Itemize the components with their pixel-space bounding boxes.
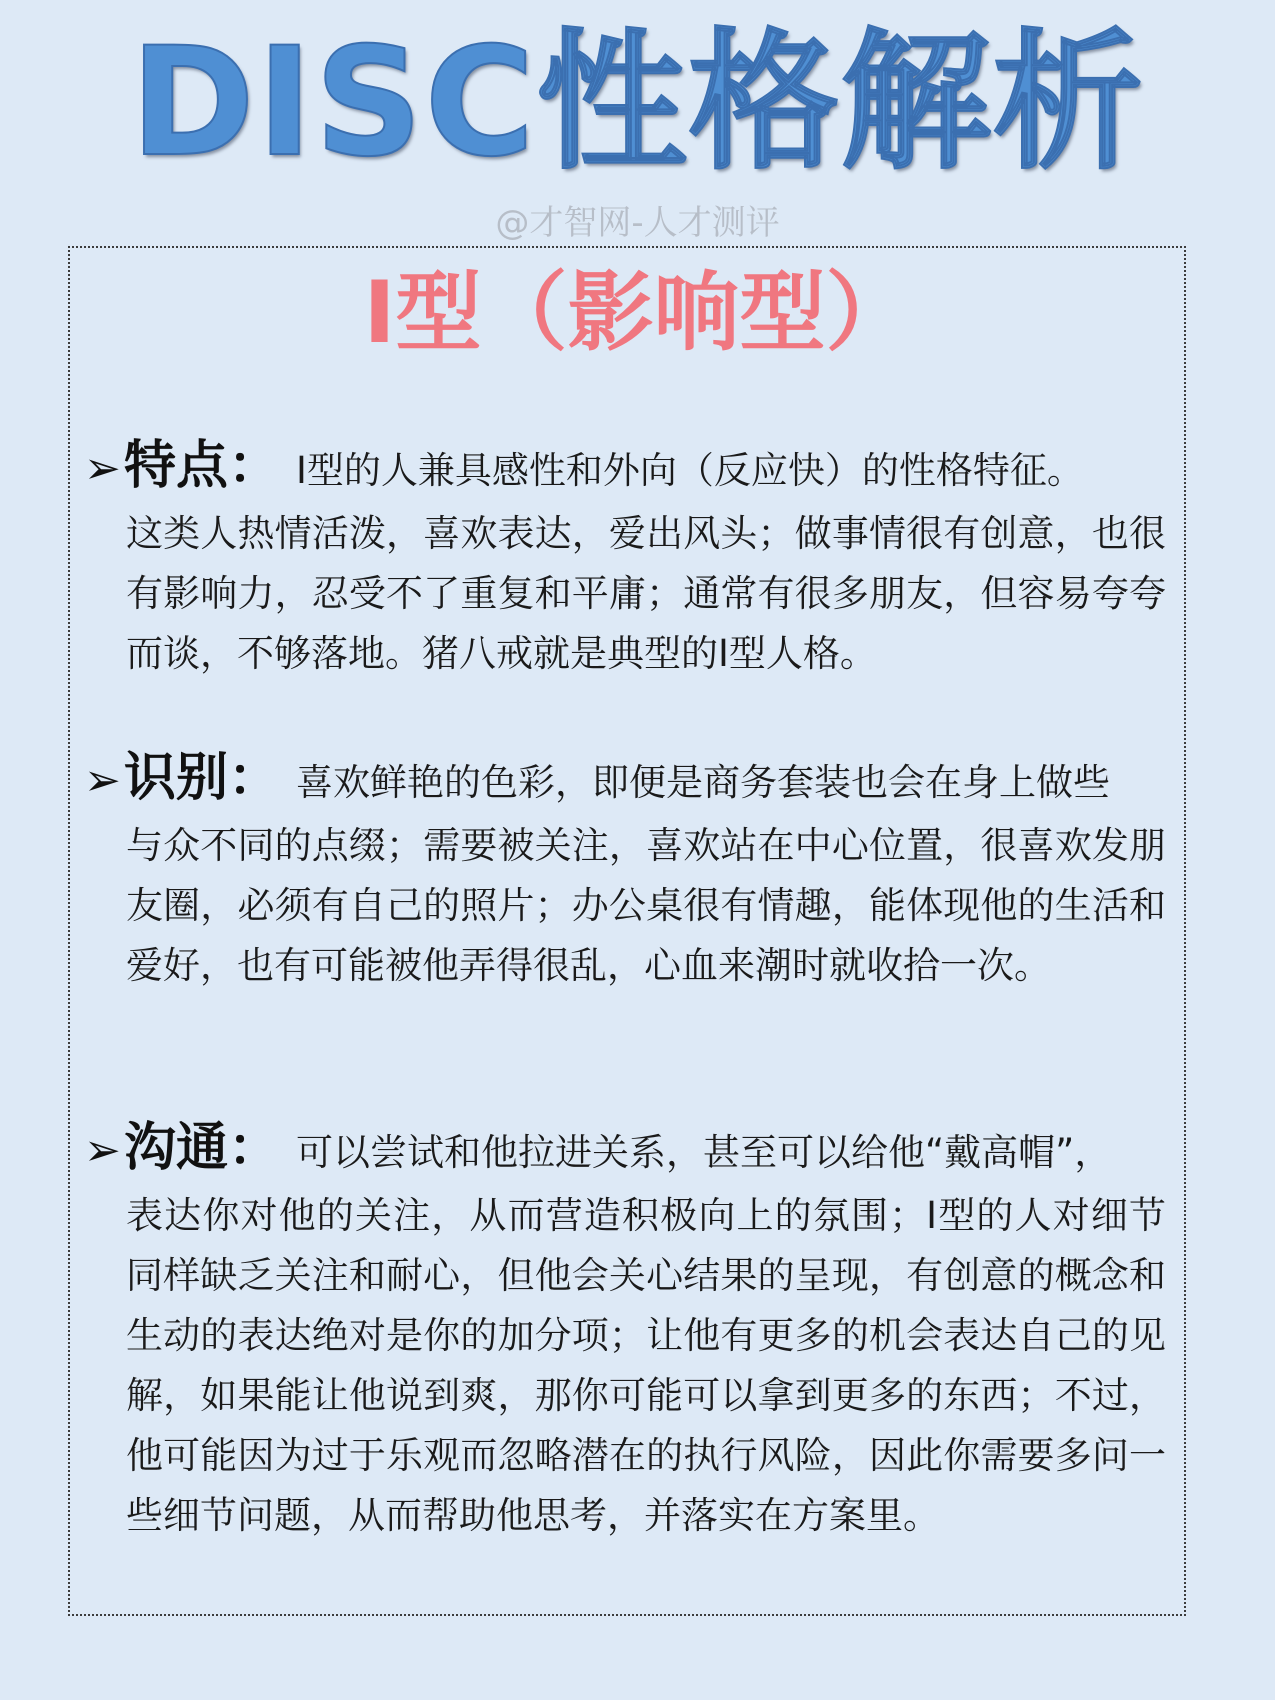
section-identify xyxy=(84,748,1184,996)
section-first-line: I型的人兼具感性和外向（反应快）的性格特征。 xyxy=(296,449,1084,492)
section-body: 与众不同的点缀；需要被关注，喜欢站在中心位置，很喜欢发朋友圈，必须有自己的照片；办公桌很有情趣，能体现他的生活和爱好，也有可能被他弄得很乱，心血来潮时就收拾一次。 xyxy=(126,824,1166,987)
section-first-line: 喜欢鲜艳的色彩，即便是商务套装也会在身上做些 xyxy=(296,761,1111,804)
watermark: @才智网-人才测评 xyxy=(495,203,780,243)
section-traits xyxy=(84,436,1184,684)
arrow-bullet-icon: ➢ xyxy=(84,1125,121,1176)
section-first-line: 可以尝试和他拉进关系，甚至可以给他“戴高帽”， xyxy=(296,1131,1112,1174)
page-title: DISC性格解析 xyxy=(130,16,1145,190)
section-body: 这类人热情活泼，喜欢表达，爱出风头；做事情很有创意，也很有影响力，忍受不了重复和平庸；通常有很多朋友，但容易夸夸而谈，不够落地。猪八戒就是典型的I型人格。 xyxy=(126,512,1166,675)
section-heading: 识别： xyxy=(124,748,281,808)
arrow-bullet-icon: ➢ xyxy=(84,443,121,494)
section-body: 表达你对他的关注，从而营造积极向上的氛围；I型的人对细节同样缺乏关注和耐心，但他会关心结果的呈现，有创意的概念和生动的表达绝对是你的加分项；让他有更多的机会表达自己的见解，如果能让他说到爽，那你可能可以拿到更多的东西；不过，他可能因为过于乐观而忽略潜在的执行风险，因此你需要多问一些细节问题，从而帮助他思考，并落实在方案里。 xyxy=(126,1194,1166,1537)
section-communication xyxy=(84,1118,1184,1546)
section-heading: 特点： xyxy=(124,436,281,496)
arrow-bullet-icon: ➢ xyxy=(84,755,121,806)
type-subtitle: I型（影响型） xyxy=(363,263,912,363)
section-heading: 沟通： xyxy=(124,1118,281,1178)
